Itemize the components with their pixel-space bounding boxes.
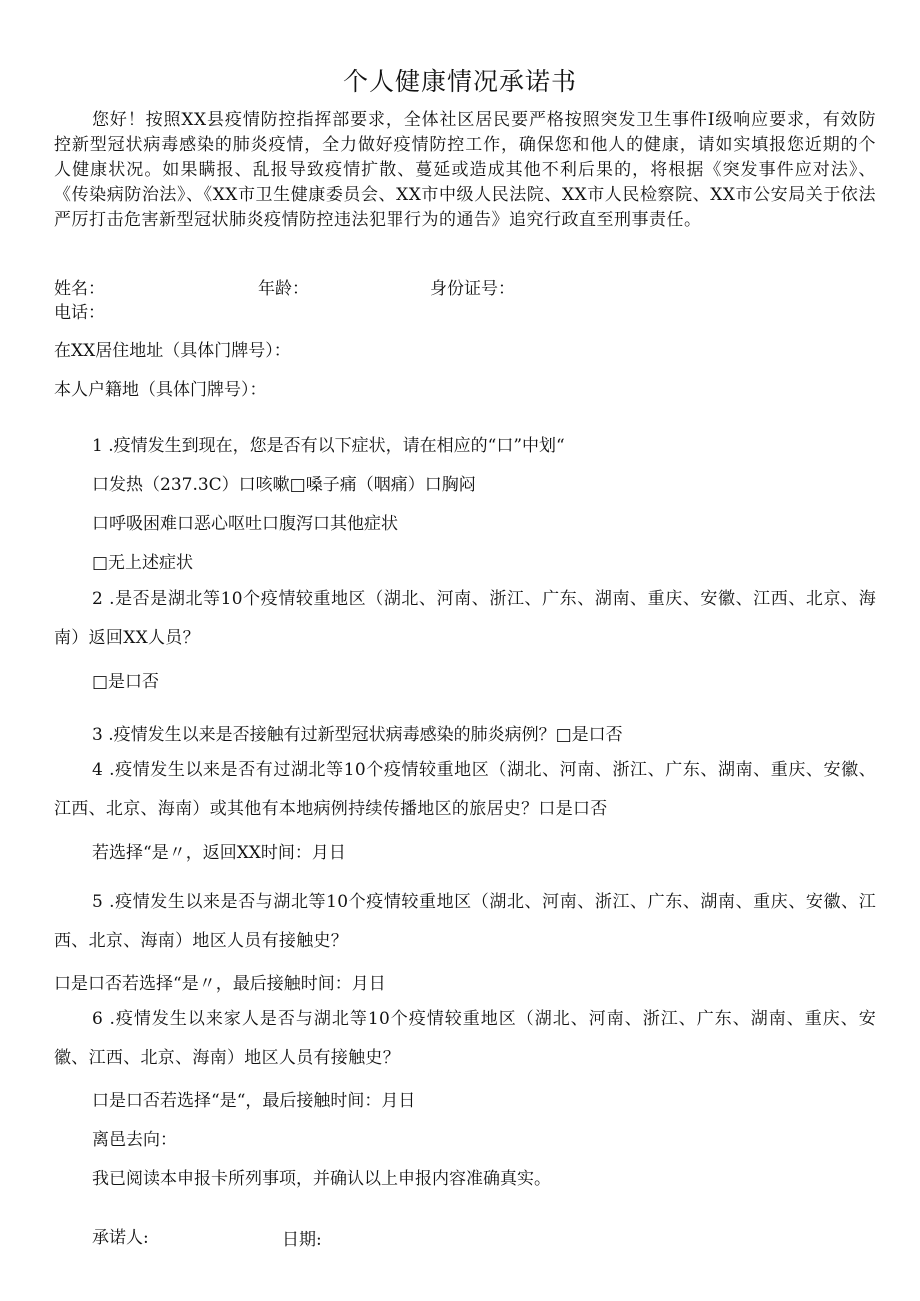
question-1-options-row-2: 口呼吸困难口恶心呕吐口腹泻口其他症状	[92, 514, 398, 534]
question-5-options: 口是口否若选择“是〃，最后接触时间：月日	[54, 974, 386, 994]
destination-field-label: 离邑去向：	[92, 1130, 177, 1150]
household-field-label: 本人户籍地（具体门牌号）：	[54, 380, 267, 400]
signer-field-label: 承诺人:	[92, 1228, 149, 1248]
phone-field-label: 电话：	[54, 303, 105, 323]
question-3-text: 3 .疫情发生以来是否接触有过新型冠状病毒感染的肺炎病例？□是口否	[92, 725, 623, 745]
question-4-followup: 若选择“是〃，返回XX时间：月日	[92, 843, 346, 863]
document-title: 个人健康情况承诺书	[342, 67, 577, 96]
question-2-options: □是口否	[92, 672, 160, 692]
question-1-options-row-1: 口发热（237.3C）口咳嗽□嗓子痛（咽痛）口胸闷	[92, 475, 476, 495]
question-2-text: 2 .是否是湖北等10个疫情较重地区（湖北、河南、浙江、广东、湖南、重庆、安徽、江西、北京、海南）返回XX人员？	[54, 589, 876, 648]
question-6-options: 口是口否若选择“是“，最后接触时间：月日	[92, 1091, 416, 1111]
date-field-label: 日期:	[282, 1230, 322, 1250]
intro-paragraph: 您好！按照XX县疫情防控指挥部要求，全体社区居民要严格按照突发卫生事件I级响应要求，有效防控新型冠状病毒感染的肺炎疫情，全力做好疫情防控工作，确保您和他人的健康，请如实填报您近期的个人健康状况。如果瞒报、乱报导致疫情扩散、蔓延或造成其他不利后果的，将根据《突发事件应对法》、《传染病防治法》、《XX市卫生健康委员会、XX市中级人民法院、XX市人民检察院、XX市公安局关于依法严厉打击危害新型冠状肺炎疫情防控违法犯罪行为的通告》追究行政直至刑事责任。	[54, 110, 876, 230]
question-6-text: 6 .疫情发生以来家人是否与湖北等10个疫情较重地区（湖北、河南、浙江、广东、湖南、重庆、安徽、江西、北京、海南）地区人员有接触史？	[54, 1009, 876, 1068]
question-1-text: 1 .疫情发生到现在，您是否有以下症状，请在相应的“口”中划“	[92, 436, 565, 456]
question-1-options-row-3: □无上述症状	[92, 553, 194, 573]
name-field-label: 姓名：	[54, 279, 105, 299]
id-number-field-label: 身份证号：	[430, 279, 515, 299]
question-4-text: 4 .疫情发生以来是否有过湖北等10个疫情较重地区（湖北、河南、浙江、广东、湖南、重庆、安徽、江西、北京、海南）或其他有本地病例持续传播地区的旅居史？口是口否	[54, 760, 876, 819]
age-field-label: 年龄：	[258, 279, 309, 299]
confirmation-statement: 我已阅读本申报卡所列事项，并确认以上申报内容准确真实。	[92, 1169, 551, 1189]
address-field-label: 在XX居住地址（具体门牌号）：	[54, 341, 291, 361]
question-5-text: 5 .疫情发生以来是否与湖北等10个疫情较重地区（湖北、河南、浙江、广东、湖南、重庆、安徽、江西、北京、海南）地区人员有接触史？	[54, 892, 876, 951]
